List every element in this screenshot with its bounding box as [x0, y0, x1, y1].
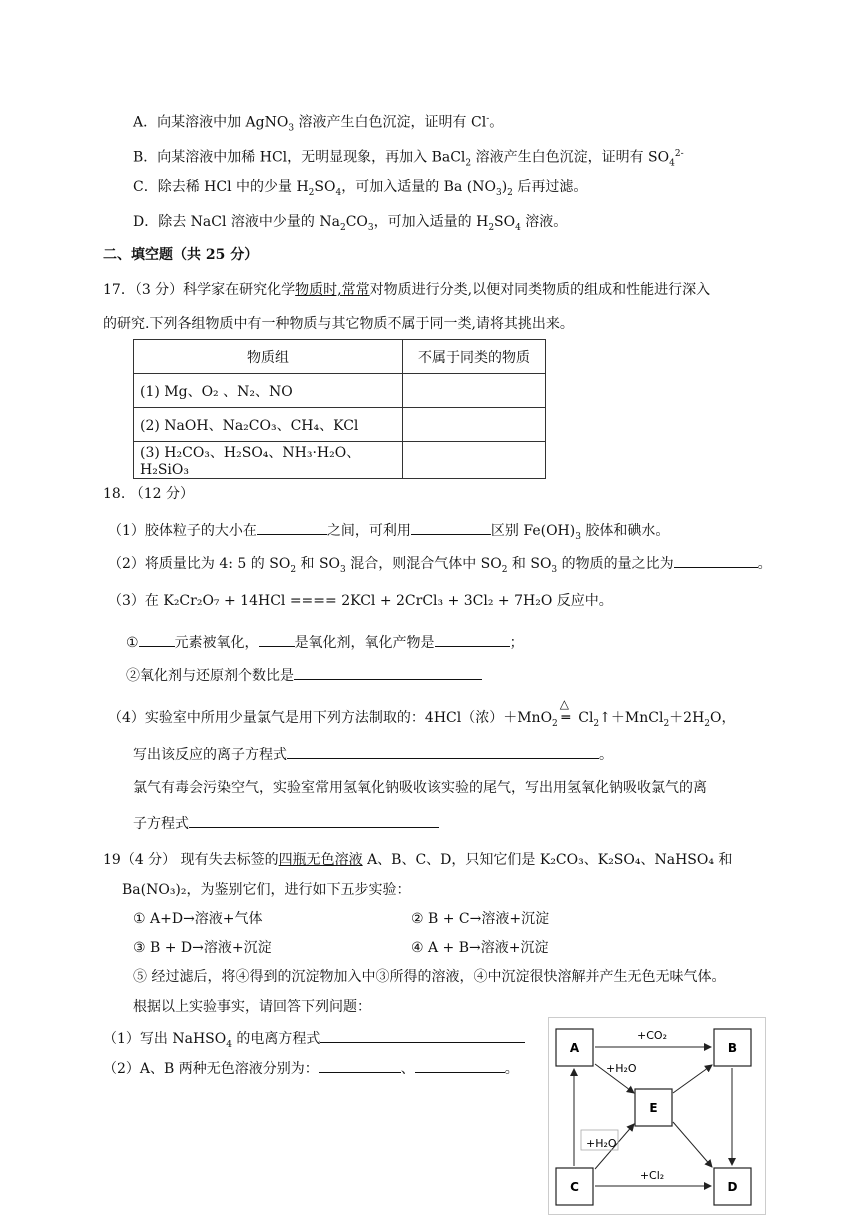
q18-part3: （3）在 K₂Cr₂O₇ + 14HCl ==== 2KCl + 2CrCl₃ + 3Cl₂ + 7H₂O 反应中。 — [108, 593, 613, 609]
q17-text-line1: 17．（3 分）科学家在研究化学物质时,常常对物质进行分类,以便对同类物质的组成和性能进行深入 — [103, 282, 711, 298]
table-cell: (1) Mg、O₂ 、N₂、NO — [134, 374, 403, 408]
edge-label-cl2: +Cl₂ — [639, 1169, 665, 1182]
answer-blank[interactable] — [189, 813, 439, 828]
q18-part4-naoh-line2: 子方程式 — [133, 813, 439, 834]
table-header-cell: 不属于同类的物质 — [403, 340, 546, 374]
q18-part4: （4）实验室中所用少量氯气是用下列方法制取的：4HCl（浓）＋MnO$_2$ △ ═ $Cl_2↑+MnCl_2+2H_2O$， — [108, 708, 736, 734]
answer-blank[interactable] — [674, 553, 758, 568]
node-d — [714, 1168, 751, 1205]
section-heading: 二、填空题（共 25 分） — [103, 247, 259, 263]
answer-cell[interactable] — [403, 408, 546, 442]
option-d: D．除去 NaCl 溶液中少量的 $Na_2CO_3$，可加入适量的 $H_2SO_4$ 溶液。 — [133, 214, 568, 233]
reaction-diagram — [548, 1017, 766, 1215]
q18-part3-ii: ②氧化剂与还原剂个数比是 — [126, 665, 482, 686]
q19-answer2: （2）A、B 两种无色溶液分别为： 、 。 — [103, 1058, 519, 1079]
edge-label-co2: +CO₂ — [637, 1029, 667, 1042]
arrow-e-to-b — [673, 1065, 712, 1093]
answer-blank[interactable] — [411, 520, 491, 535]
q19-step5: ⑤ 经过滤后，将④得到的沉淀物加入中③所得的溶液，④中沉淀很快溶解并产生无色无味气体。 — [133, 969, 726, 985]
svg-text:A: A — [569, 1041, 580, 1055]
q19-answer1: （1）写出 NaHSO$_4$ 的电离方程式 — [103, 1028, 525, 1055]
edge-label-h2o-bottom: +H₂O — [586, 1137, 617, 1150]
answer-blank[interactable] — [319, 1058, 401, 1073]
q18-part2: （2）将质量比为 4: 5 的 $SO_2$ 和 $SO_3$ 混合，则混合气体中 $SO_2$ 和 $SO_3$ 的物质的量之比为 。 — [108, 553, 772, 580]
node-c — [556, 1168, 593, 1205]
q19-intro-line2: Ba(NO₃)₂，为鉴别它们，进行如下五步实验： — [122, 882, 411, 898]
q18-part4-naoh: 氯气有毒会污染空气，实验室常用氢氧化钠吸收该实验的尾气，写出用氢氧化钠吸收氯气的离 — [133, 780, 707, 796]
heat-symbol: △ — [559, 697, 570, 711]
q17-table — [133, 339, 546, 479]
answer-blank[interactable] — [287, 744, 599, 759]
table-header-row — [134, 340, 546, 374]
svg-text:D: D — [727, 1180, 738, 1194]
answer-blank[interactable] — [294, 665, 482, 680]
answer-cell[interactable] — [403, 442, 546, 479]
svg-text:E: E — [649, 1101, 658, 1115]
table-row — [134, 374, 546, 408]
option-b: B．向某溶液中加稀 HCl，无明显现象，再加入 BaCl$_2$ 溶液产生白色沉淀，证明有 $SO_4^{2-}$ — [133, 149, 684, 169]
answer-blank[interactable] — [435, 632, 510, 647]
svg-text:B: B — [727, 1041, 738, 1055]
answer-blank[interactable] — [259, 632, 295, 647]
table-cell: (3) H₂CO₃、H₂SO₄、NH₃·H₂O、H₂SiO₃ — [134, 442, 403, 479]
q18-part4-ionic: 写出该反应的离子方程式 。 — [133, 744, 613, 765]
q19-step2: ② B + C→溶液+沉淀 — [411, 911, 550, 927]
node-e — [635, 1089, 672, 1126]
table-header-cell: 物质组 — [134, 340, 403, 374]
option-a: A．向某溶液中加 AgNO$_3$ 溶液产生白色沉淀，证明有 Cl-。 — [133, 114, 504, 134]
answer-blank[interactable] — [320, 1028, 525, 1043]
edge-label-h2o-top: +H₂O — [606, 1062, 637, 1075]
node-a — [556, 1029, 593, 1066]
answer-blank[interactable] — [257, 520, 327, 535]
answer-blank[interactable] — [139, 632, 175, 647]
table-row — [134, 442, 546, 479]
answer-cell[interactable] — [403, 374, 546, 408]
q19-step1: ① A+D→溶液+气体 — [133, 911, 263, 927]
q19-intro: 19（4 分） 现有失去标签的四瓶无色溶液 A、B、C、D，只知它们是 K₂CO₃、K₂SO₄、NaHSO₄ 和 — [103, 852, 733, 868]
answer-blank[interactable] — [415, 1058, 505, 1073]
q17-text-line2: 的研究.下列各组物质中有一种物质与其它物质不属于同一类,请将其挑出来。 — [103, 316, 574, 332]
table-cell: (2) NaOH、Na₂CO₃、CH₄、KCl — [134, 408, 403, 442]
table-row — [134, 408, 546, 442]
node-b — [714, 1029, 751, 1066]
q18-part1: （1）胶体粒子的大小在 之间，可利用 区别 $Fe(OH)_3$ 胶体和碘水。 — [108, 520, 669, 547]
option-c: C．除去稀 HCl 中的少量 $H_2SO_4$，可加入适量的 Ba $(NO_3)_2$ 后再过滤。 — [133, 179, 588, 198]
arrow-e-to-d — [673, 1122, 712, 1167]
q19-step3: ③ B + D→溶液+沉淀 — [133, 940, 272, 956]
q19-step4: ④ A + B→溶液+沉淀 — [411, 940, 549, 956]
q18-part3-i: ① 元素被氧化， 是氧化剂，氧化产物是 ； — [126, 632, 524, 653]
q19-step6: 根据以上实验事实，请回答下列问题： — [133, 999, 371, 1015]
svg-text:C: C — [570, 1180, 579, 1194]
q18-title: 18. （12 分） — [103, 486, 194, 502]
